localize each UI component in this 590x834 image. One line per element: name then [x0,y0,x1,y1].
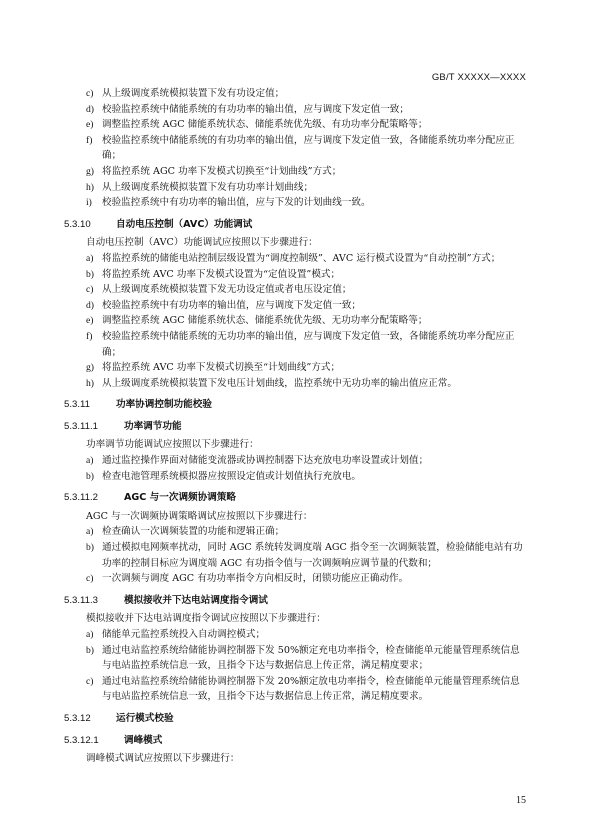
page-number: 15 [516,795,526,806]
list-item: a) 将监控系统的储能电站控制层级设置为“调度控制级”、AVC 运行模式设置为“自动控制”方式； [86,252,501,264]
list-item: c) 通过电站监控系统给储能协调控制器下发 20%额定放电功率指令，检查储能单元能量管理系统信息与电站监控系统信息一致，且指令下达与数据信息上传正常，满足精度要求。 [86,675,520,703]
list-item: c) 一次调频与调度 AGC 有功功率指令方向相反时，闭锁功能应正确动作。 [86,573,409,585]
list-item: f) 校验监控系统中储能系统的无功功率的输出值，应与调度下发定值一致，各储能系统功率分配应正确； [86,330,515,358]
section-heading: 5.3.10 自动电压控制（AVC）功能调试 [64,218,253,230]
list-item: d) 校验监控系统中有功功率的输出值，应与调度下发定值一致； [86,299,362,311]
avc-step-list [64,251,526,391]
list-item: b) 将监控系统 AVC 功率下发模式设置为“定值设置”模式； [86,268,341,280]
top-step-list [64,86,526,211]
list-item: b) 检查电池管理系统模拟器应按照设定值或计划值执行充放电。 [86,470,362,482]
subsection-heading: 5.3.11.1 功率调节功能 [64,420,182,432]
subsection-heading: 5.3.12.1 调峰模式 [64,734,163,746]
list-item: e) 调整监控系统 AGC 储能系统状态、储能系统优先级、无功功率分配策略等； [86,315,428,327]
agc-frequency-step-list [64,524,526,586]
section-intro: 功率调节功能调试应按照以下步骤进行： [86,439,259,451]
section-intro: 模拟接收并下达电站调度指令调试应按照以下步骤进行： [86,613,326,625]
subsection-heading: 5.3.11.3 模拟接收并下达电站调度指令调试 [64,594,268,606]
list-item: g) 将监控系统 AGC 功率下发模式切换至“计划曲线”方式； [86,165,342,177]
subsection-heading: 5.3.11.2 AGC 与一次调频协调策略 [64,492,237,504]
list-item: c) 从上级调度系统模拟装置下发有功设定值； [86,88,285,99]
section-heading: 5.3.11 功率协调控制功能校验 [64,399,212,411]
dispatch-command-step-list [64,627,526,705]
list-item: b) 通过模拟电网频率扰动，同时 AGC 系统转发调度端 AGC 指令至一次调频装置，检验储能电站有功功率的控制目标应为调度端 AGC 有功指令值与一次调频响应调节量的代数和； [86,542,523,569]
power-regulation-step-list [64,453,526,484]
list-item: a) 检查确认一次调频装置的功能和逻辑正确； [86,526,285,538]
section-intro: AGC 与一次调频协调策略调试应按照以下步骤进行： [86,510,313,522]
page-content [64,86,526,767]
list-item: h) 从上级调度系统模拟装置下发有功功率计划曲线； [86,181,314,193]
standard-code: GB/T XXXXX—XXXX [431,72,526,83]
section-intro: 自动电压控制（AVC）功能调试应按照以下步骤进行： [86,237,318,249]
section-intro: 调峰模式调试应按照以下步骤进行： [86,753,240,765]
list-item: a) 储能单元监控系统投入自动调控模式； [86,629,266,640]
section-heading: 5.3.12 运行模式校验 [64,712,174,724]
list-item: i) 校验监控系统中有功功率的输出值，应与下发的计划曲线一致。 [86,197,371,209]
list-item: a) 通过监控操作界面对储能变流器或协调控制器下达充放电功率设置或计划值； [86,455,429,467]
list-item: h) 从上级调度系统模拟装置下发电压计划曲线，监控系统中无功功率的输出值应正常。 [86,377,457,389]
list-item: c) 从上级调度系统模拟装置下发无功设定值或者电压设定值； [86,284,352,296]
list-item: g) 将监控系统 AVC 功率下发模式切换至“计划曲线”方式； [86,362,341,374]
list-item: b) 通过电站监控系统给储能协调控制器下发 50%额定充电功率指令，检查储能单元能量管理系统信息与电站监控系统信息一致，且指令下达与数据信息上传正常，满足精度要求； [86,644,520,672]
list-item: e) 调整监控系统 AGC 储能系统状态、储能系统优先级、有功功率分配策略等； [86,119,428,131]
list-item: f) 校验监控系统中储能系统的有功功率的输出值，应与调度下发定值一致，各储能系统功率分配应正确； [86,134,515,162]
list-item: d) 校验监控系统中储能系统的有功功率的输出值，应与调度下发定值一致； [86,103,409,115]
